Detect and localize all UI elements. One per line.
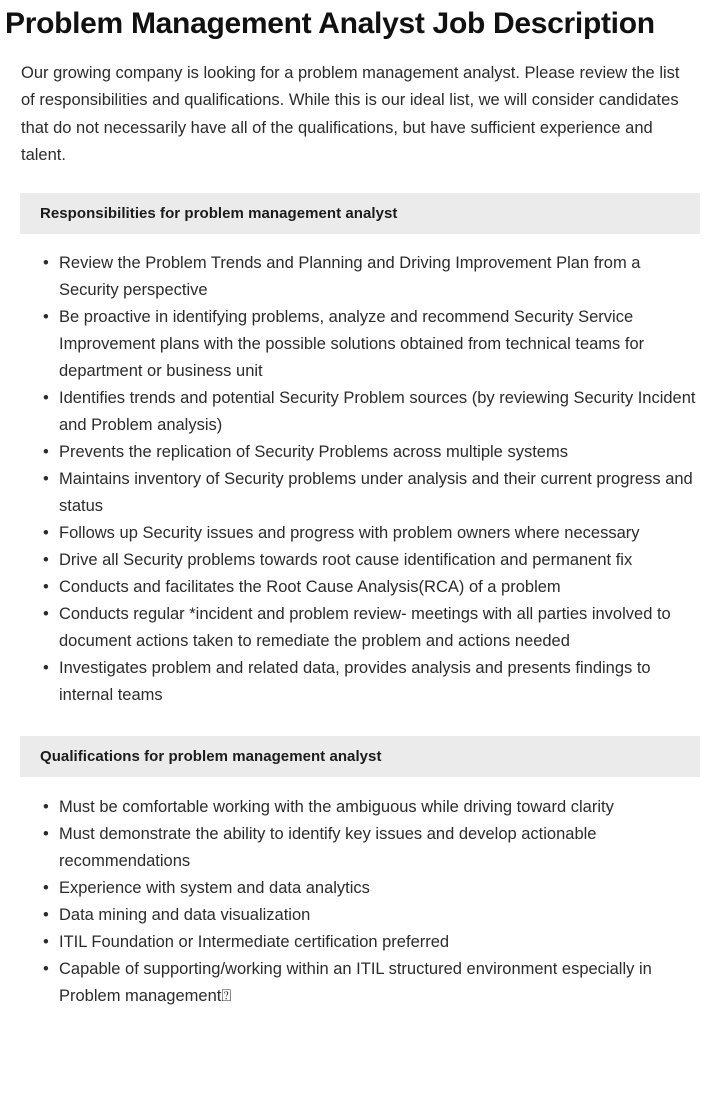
bullet-icon: • [43,578,49,597]
list-item-text: ITIL Foundation or Intermediate certification preferred [59,933,450,952]
list-item-text: Review the Problem Trends and Planning and Driving Improvement Plan from a Security perspective [59,254,641,300]
list-item [0,821,698,875]
list-item [0,385,698,439]
bullet-icon: • [43,798,49,817]
bullet-icon: • [43,254,49,273]
list-item [0,956,698,1010]
page-title: Problem Management Analyst Job Description [5,7,655,40]
list-item [0,520,698,547]
section-qualifications [0,736,720,1010]
list-item [0,601,698,655]
list-item [0,250,698,304]
qualifications-list [0,794,720,1010]
bullet-icon: • [43,825,49,844]
intro-paragraph: Our growing company is looking for a problem management analyst. Please review the list of responsibilities and qualifications. While this is our ideal list, we will consider candidates that do not necessarily have all of the qualifications, but have sufficient experience and talent. [21,64,680,164]
bullet-icon: • [43,879,49,898]
list-item-text: Identifies trends and potential Security Problem sources (by reviewing Security Incident and Problem analysis) [59,389,696,435]
bullet-icon: • [43,308,49,327]
bullet-icon: • [43,906,49,925]
list-item-text: Be proactive in identifying problems, analyze and recommend Security Service Improvement plans with the possible solutions obtained from technical teams for department or business unit [59,308,645,381]
list-item-text: Drive all Security problems towards root cause identification and permanent fix [59,551,633,570]
section-header-responsibilities: Responsibilities for problem management analyst [20,193,700,234]
page-bottom-spacer [0,1010,720,1040]
list-item-text: Conducts regular *incident and problem review- meetings with all parties involved to document actions taken to remediate the problem and actions needed [59,605,671,651]
list-item-text: Must demonstrate the ability to identify key issues and develop actionable recommendations [59,825,597,871]
list-item [0,875,698,902]
bullet-icon: • [43,933,49,952]
list-item [0,794,698,821]
bullet-icon: • [43,470,49,489]
list-item-text: Follows up Security issues and progress with problem owners where necessary [59,524,640,543]
section-header-qualifications: Qualifications for problem management analyst [20,736,700,777]
list-item-text: Investigates problem and related data, provides analysis and presents findings to internal teams [59,659,651,705]
list-item-text: Prevents the replication of Security Problems across multiple systems [59,443,568,462]
list-item [0,304,698,385]
list-item-text: Conducts and facilitates the Root Cause Analysis(RCA) of a problem [59,578,561,597]
section-responsibilities [0,193,720,709]
bullet-icon: • [43,960,49,979]
list-item [0,466,698,520]
bullet-icon: • [43,524,49,543]
list-item-text: Data mining and data visualization [59,906,311,925]
list-item-text: Capable of supporting/working within an ITIL structured environment especially in Problem management⍰ [59,960,652,1006]
bullet-icon: • [43,389,49,408]
bullet-icon: • [43,605,49,624]
list-item [0,439,698,466]
list-item-text: Experience with system and data analytics [59,879,370,898]
bullet-icon: • [43,443,49,462]
list-item-text: Must be comfortable working with the ambiguous while driving toward clarity [59,798,614,817]
list-item [0,902,698,929]
list-item [0,547,698,574]
bullet-icon: • [43,551,49,570]
list-item [0,655,698,709]
bullet-icon: • [43,659,49,678]
list-item [0,574,698,601]
list-item-text: Maintains inventory of Security problems under analysis and their current progress and status [59,470,693,516]
responsibilities-list [0,250,720,709]
list-item [0,929,698,956]
